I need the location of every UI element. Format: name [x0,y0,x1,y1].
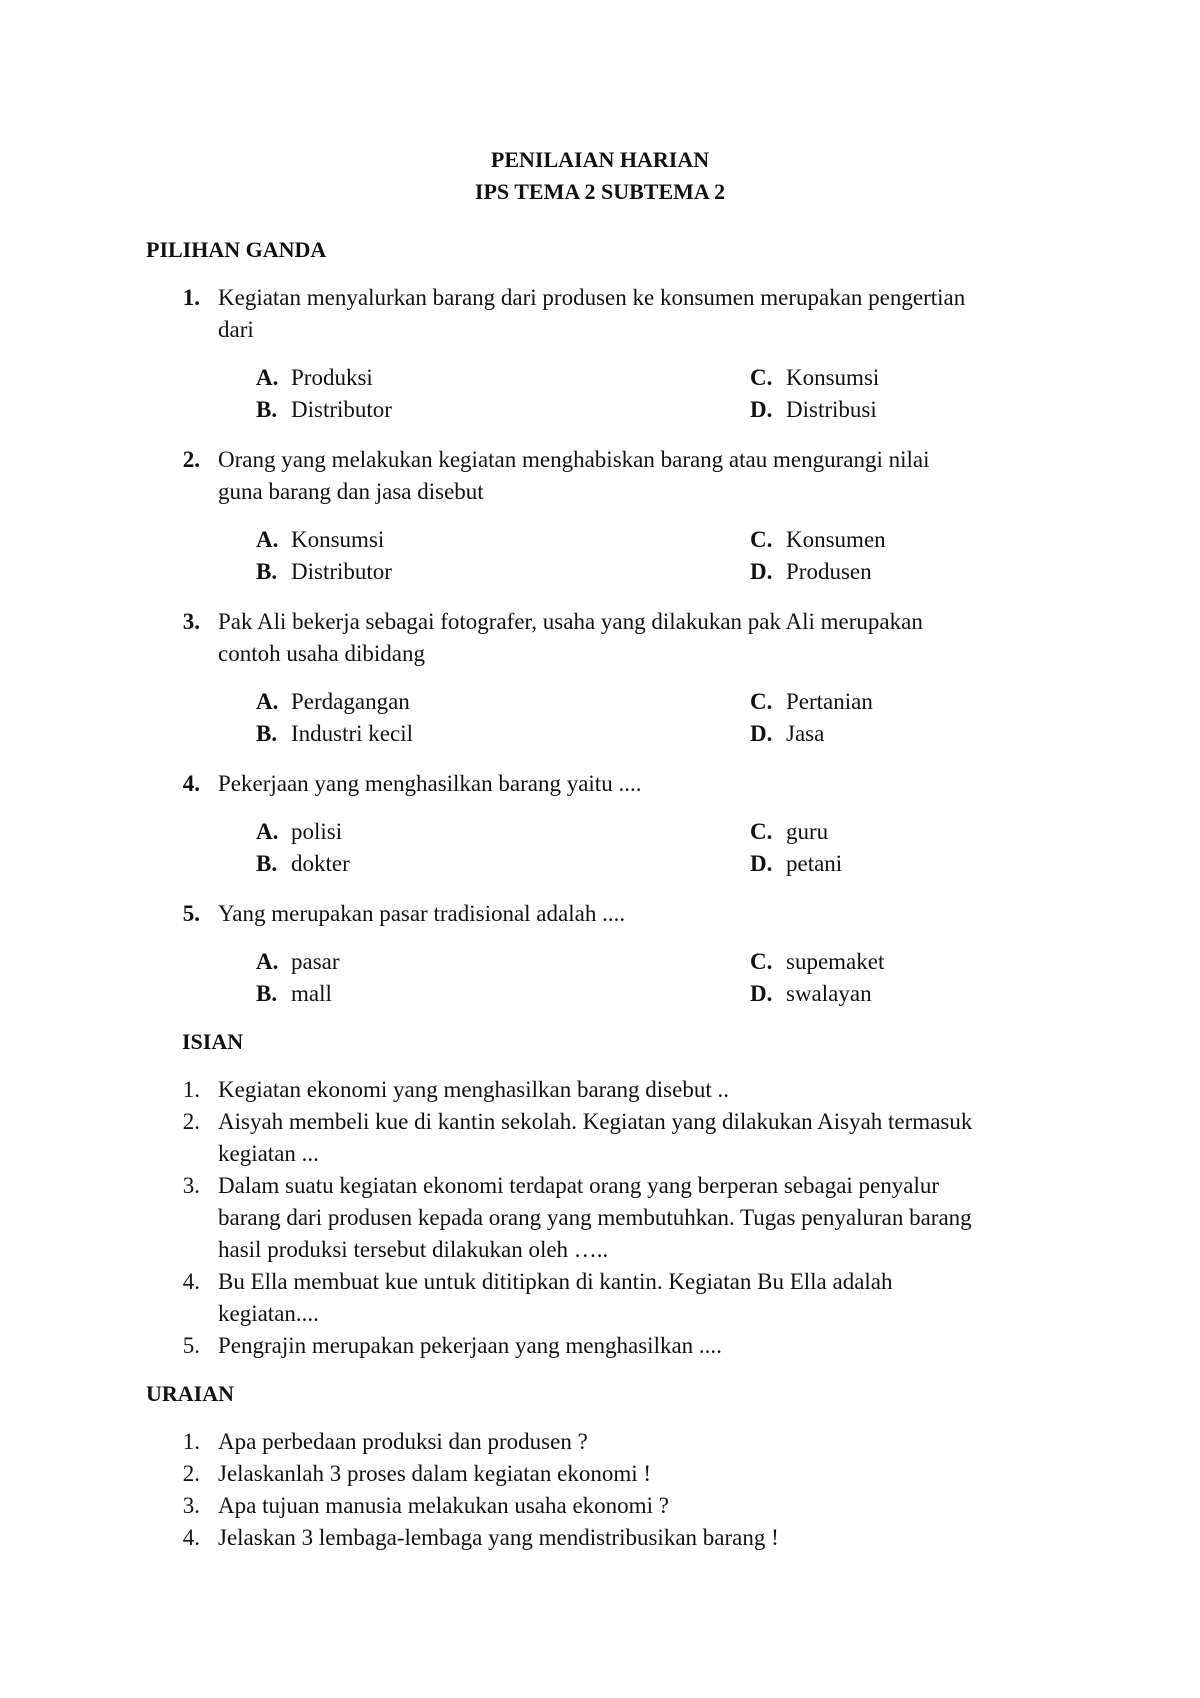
option-text: petani [786,851,843,876]
page-subtitle: IPS TEMA 2 SUBTEMA 2 [474,179,726,204]
option-letter: B. [256,397,278,422]
isian-number: 3. [182,1173,200,1198]
option-text: Pertanian [786,689,873,714]
isian-text: Kegiatan ekonomi yang menghasilkan barang disebut .. [218,1077,729,1102]
option-letter: C. [750,949,773,974]
isian-text: Dalam suatu kegiatan ekonomi terdapat orang yang berperan sebagai penyalur [218,1173,940,1198]
option-letter: C. [750,365,773,390]
option-text: mall [291,981,332,1006]
question-text: contoh usaha dibidang [218,641,425,666]
option-text: Konsumen [786,527,886,552]
option-letter: B. [256,721,278,746]
question-number: 2. [182,447,200,472]
option-text: guru [786,819,829,844]
question-number: 5. [182,901,200,926]
uraian-number: 3. [182,1493,200,1518]
option-text: Distributor [291,397,392,422]
option-text: dokter [291,851,350,876]
uraian-text: Apa perbedaan produksi dan produsen ? [218,1429,588,1454]
option-letter: C. [750,527,773,552]
uraian-number: 2. [182,1461,200,1486]
isian-number: 1. [182,1077,200,1102]
question-text: Yang merupakan pasar tradisional adalah .... [218,901,626,926]
uraian-text: Jelaskanlah 3 proses dalam kegiatan ekonomi ! [218,1461,652,1486]
question-text: Kegiatan menyalurkan barang dari produsen ke konsumen merupakan pengertian [218,285,966,310]
isian-text: Aisyah membeli kue di kantin sekolah. Kegiatan yang dilakukan Aisyah termasuk [218,1109,973,1134]
section-heading-uraian: URAIAN [146,1381,234,1406]
question-text: Pak Ali bekerja sebagai fotografer, usaha yang dilakukan pak Ali merupakan [218,609,923,634]
uraian-text: Jelaskan 3 lembaga-lembaga yang mendistribusikan barang ! [218,1525,779,1550]
uraian-text: Apa tujuan manusia melakukan usaha ekonomi ? [218,1493,669,1518]
question-number: 4. [182,771,200,796]
option-letter: A. [256,819,279,844]
section-heading-pilihan-ganda: PILIHAN GANDA [146,237,327,262]
uraian-number: 4. [182,1525,200,1550]
option-letter: B. [256,981,278,1006]
isian-number: 4. [182,1269,200,1294]
question-number: 3. [182,609,200,634]
option-letter: A. [256,527,279,552]
option-letter: D. [750,981,773,1006]
question-text: Pekerjaan yang menghasilkan barang yaitu .... [218,771,642,796]
question-text: Orang yang melakukan kegiatan menghabiskan barang atau mengurangi nilai [218,447,930,472]
option-letter: B. [256,851,278,876]
option-text: Produksi [291,365,373,390]
option-text: swalayan [786,981,872,1006]
isian-text: barang dari produsen kepada orang yang membutuhkan. Tugas penyaluran barang [218,1205,972,1230]
option-letter: A. [256,365,279,390]
isian-number: 2. [182,1109,200,1134]
page-title: PENILAIAN HARIAN [490,147,710,172]
question-text: guna barang dan jasa disebut [218,479,484,504]
option-letter: D. [750,559,773,584]
option-text: supemaket [786,949,885,974]
isian-text: kegiatan ... [218,1141,319,1166]
question-text: dari [218,317,254,342]
isian-number: 5. [182,1333,200,1358]
option-text: Konsumsi [786,365,880,390]
option-text: Distribusi [786,397,877,422]
option-letter: D. [750,721,773,746]
option-letter: C. [750,819,773,844]
isian-text: hasil produksi tersebut dilakukan oleh ….. [218,1237,609,1262]
option-letter: D. [750,851,773,876]
option-text: polisi [291,819,343,844]
option-text: Distributor [291,559,392,584]
option-text: pasar [291,949,340,974]
isian-text: Bu Ella membuat kue untuk dititipkan di kantin. Kegiatan Bu Ella adalah [218,1269,893,1294]
question-number: 1. [182,285,200,310]
uraian-number: 1. [182,1429,200,1454]
option-text: Industri kecil [291,721,413,746]
option-letter: A. [256,949,279,974]
option-text: Konsumsi [291,527,385,552]
isian-text: Pengrajin merupakan pekerjaan yang menghasilkan .... [218,1333,722,1358]
option-text: Produsen [786,559,872,584]
option-letter: D. [750,397,773,422]
isian-text: kegiatan.... [218,1301,319,1326]
option-letter: B. [256,559,278,584]
option-letter: C. [750,689,773,714]
section-heading-isian: ISIAN [182,1029,244,1054]
option-text: Jasa [786,721,825,746]
option-letter: A. [256,689,279,714]
option-text: Perdagangan [291,689,410,714]
